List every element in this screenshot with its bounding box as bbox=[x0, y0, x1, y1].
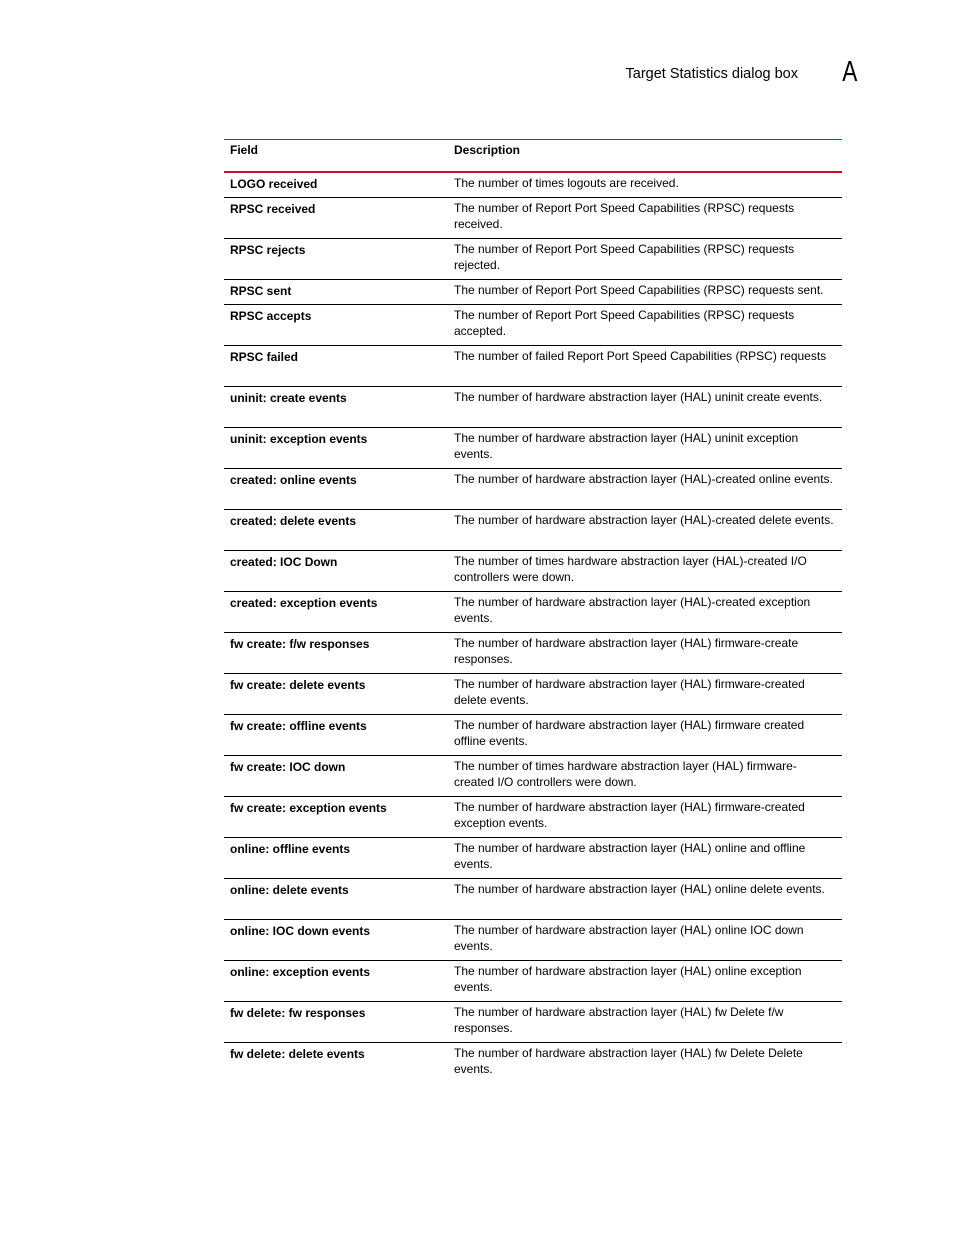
field-description: The number of Report Port Speed Capabilities (RPSC) requests accepted. bbox=[454, 307, 795, 338]
field-name: fw delete: fw responses bbox=[230, 1005, 366, 1020]
field-description: The number of hardware abstraction layer (HAL) fw Delete Delete events. bbox=[454, 1045, 803, 1076]
field-name: created: IOC Down bbox=[230, 554, 338, 569]
field-name: online: IOC down events bbox=[230, 923, 371, 938]
field-name: fw create: exception events bbox=[230, 800, 387, 815]
field-description: The number of Report Port Speed Capabilities (RPSC) requests sent. bbox=[454, 282, 824, 297]
table-row bbox=[224, 238, 842, 279]
field-description: The number of hardware abstraction layer (HAL) firmware created offline events. bbox=[454, 717, 805, 748]
page-header bbox=[560, 58, 860, 90]
field-description: The number of hardware abstraction layer (HAL)-created delete events. bbox=[454, 512, 834, 527]
table-row bbox=[224, 632, 842, 673]
table-row bbox=[224, 197, 842, 238]
field-name: fw create: offline events bbox=[230, 718, 367, 733]
field-name: created: delete events bbox=[230, 513, 357, 528]
field-name: online: exception events bbox=[230, 964, 371, 979]
field-description: The number of hardware abstraction layer (HAL) online delete events. bbox=[454, 881, 825, 896]
field-description: The number of hardware abstraction layer (HAL) fw Delete f/w responses. bbox=[454, 1004, 784, 1035]
field-name: RPSC failed bbox=[230, 349, 299, 364]
table-header-row bbox=[224, 140, 842, 173]
field-description: The number of hardware abstraction layer (HAL) online IOC down events. bbox=[454, 922, 804, 953]
table-row bbox=[224, 1001, 842, 1042]
table-row bbox=[224, 345, 842, 386]
table-row bbox=[224, 919, 842, 960]
table-row bbox=[224, 673, 842, 714]
field-description: The number of hardware abstraction layer (HAL) firmware-created delete events. bbox=[454, 676, 805, 707]
field-name: RPSC received bbox=[230, 201, 316, 216]
table-row bbox=[224, 1042, 842, 1083]
table-row bbox=[224, 279, 842, 304]
table-row bbox=[224, 960, 842, 1001]
table-row bbox=[224, 386, 842, 427]
page-header-title: Target Statistics dialog box bbox=[625, 66, 798, 82]
field-description-table bbox=[224, 139, 842, 1083]
table-row bbox=[224, 591, 842, 632]
table-row bbox=[224, 550, 842, 591]
field-name: fw create: delete events bbox=[230, 677, 366, 692]
field-description: The number of hardware abstraction layer (HAL) uninit exception events. bbox=[454, 430, 799, 461]
field-description: The number of hardware abstraction layer (HAL)-created online events. bbox=[454, 471, 833, 486]
field-name: created: online events bbox=[230, 472, 357, 487]
appendix-letter: A bbox=[841, 56, 857, 88]
field-description: The number of hardware abstraction layer (HAL) firmware-create responses. bbox=[454, 635, 799, 666]
field-name: fw create: f/w responses bbox=[230, 636, 370, 651]
table-row bbox=[224, 755, 842, 796]
table-row bbox=[224, 837, 842, 878]
field-description: The number of times hardware abstraction layer (HAL)-created I/O controllers were down. bbox=[454, 553, 807, 584]
field-description: The number of Report Port Speed Capabilities (RPSC) requests received. bbox=[454, 200, 795, 231]
field-name: uninit: exception events bbox=[230, 431, 368, 446]
field-description: The number of hardware abstraction layer (HAL)-created exception events. bbox=[454, 594, 811, 625]
field-description: The number of failed Report Port Speed Capabilities (RPSC) requests bbox=[454, 348, 827, 363]
field-name: RPSC rejects bbox=[230, 242, 306, 257]
field-name: uninit: create events bbox=[230, 390, 347, 405]
column-header-description: Description bbox=[454, 143, 521, 157]
column-header-field: Field bbox=[230, 143, 259, 157]
table-row bbox=[224, 468, 842, 509]
table-row bbox=[224, 714, 842, 755]
field-description: The number of times logouts are received. bbox=[454, 176, 679, 190]
table-row bbox=[224, 427, 842, 468]
table-row bbox=[224, 796, 842, 837]
field-name: online: delete events bbox=[230, 882, 349, 897]
field-name: created: exception events bbox=[230, 595, 378, 610]
field-name: RPSC accepts bbox=[230, 308, 312, 323]
field-description: The number of times hardware abstraction layer (HAL) firmware-created I/O controllers were down. bbox=[454, 758, 797, 789]
table-row bbox=[224, 509, 842, 550]
field-description: The number of Report Port Speed Capabilities (RPSC) requests rejected. bbox=[454, 241, 795, 272]
field-name: online: offline events bbox=[230, 841, 351, 856]
field-name: RPSC sent bbox=[230, 283, 292, 298]
field-description: The number of hardware abstraction layer (HAL) online and offline events. bbox=[454, 840, 806, 871]
table-row bbox=[224, 172, 842, 197]
field-name: fw create: IOC down bbox=[230, 759, 346, 774]
field-description: The number of hardware abstraction layer (HAL) online exception events. bbox=[454, 963, 802, 994]
table-row bbox=[224, 878, 842, 919]
field-name: fw delete: delete events bbox=[230, 1046, 365, 1061]
field-name: LOGO received bbox=[230, 177, 318, 191]
field-description: The number of hardware abstraction layer (HAL) uninit create events. bbox=[454, 389, 823, 404]
field-description: The number of hardware abstraction layer (HAL) firmware-created exception events. bbox=[454, 799, 805, 830]
table-row bbox=[224, 304, 842, 345]
